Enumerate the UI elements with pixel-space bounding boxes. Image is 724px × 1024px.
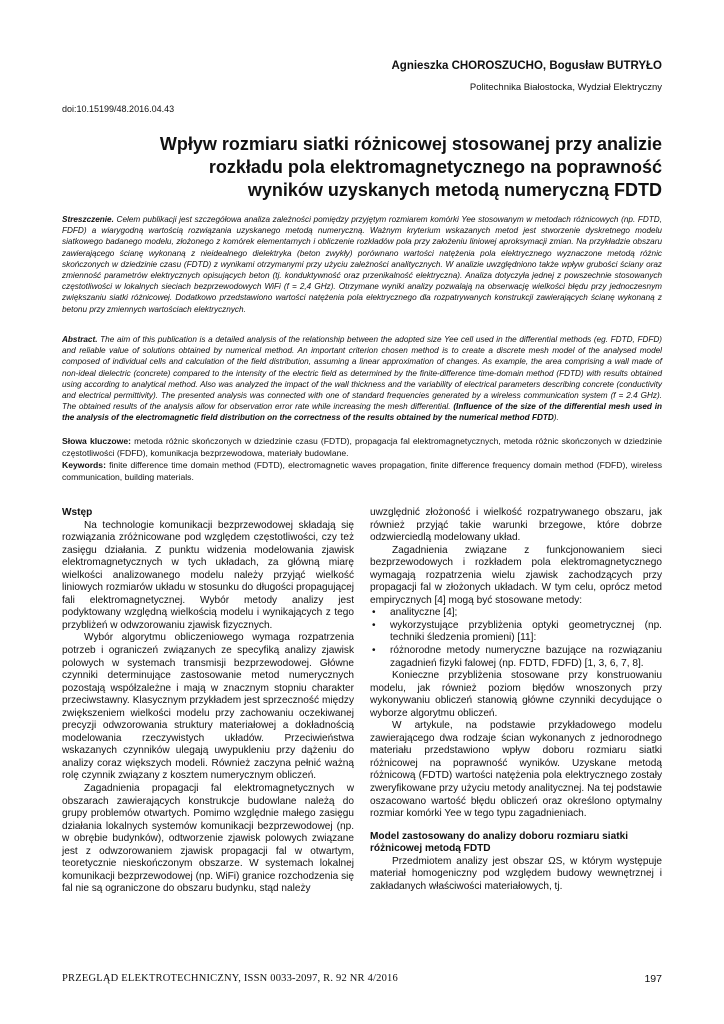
keywords-polish-label: Słowa kluczowe: — [62, 436, 132, 446]
section-heading-model: Model zastosowany do analizy doboru rozmiaru siatki różnicowej metodą FDTD — [370, 830, 628, 855]
keywords-polish-text: metoda różnic skończonych w dziedzinie czasu (FDTD), propagacja fal elektromagnetycznych, metoda różnic skończonych w dziedzinie częstotliwości (FDFD), komunikacja bezprzewodowa, materiały budowlane. — [62, 436, 662, 458]
paragraph: Konieczne przybliżenia stosowane przy konstruowaniu modelu, jak również poziom błędów wnoszonych przy wykonywaniu obliczeń stanowią główne czynniki decydujące o wyborze algorytmu obliczeń. — [370, 670, 662, 719]
abstract-english — [62, 334, 662, 424]
abstract-polish-label: Streszczenie. — [62, 215, 114, 224]
paragraph: Zagadnienia związane z funkcjonowaniem sieci bezprzewodowych i rozkładem pola elektromagnetycznego wymagają rozpatrzenia wielu zjawisk zachodzących przy propagacji fal w złożonych układach. W tym celu, oprócz metod empirycznych [4] mogą być stosowane metody: — [370, 544, 662, 606]
abstract-english-label: Abstract. — [62, 335, 98, 344]
keywords-english — [62, 460, 662, 483]
doi: doi:10.15199/48.2016.04.43 — [62, 104, 175, 114]
page-number: 197 — [644, 973, 662, 985]
paragraph: Przedmiotem analizy jest obszar ΩS, w którym występuje materiał homogeniczny pod względem budowy wewnętrznej i zakładanych właściwości materiałowych, tj. — [370, 855, 662, 892]
abstract-polish-text: Celem publikacji jest szczegółowa analiza zależności pomiędzy przyjętym rozmiarem komórki Yee stosowanym w metodach różnicowych (np. FDTD, FDFD) a wiarygodną wartością rozwiązania uzyskanego metodą numeryczną. Ważnym kryterium wskazanych metod jest stworzenie dyskretnego modelu siatkowego badanego modelu, złożonego z komórek elementarnych i obliczenie rozkładów pola przy założeniu liniowej aproksymacji zmian. Na przykładzie obszaru zawierającego ścianę wykonaną z nieidealnego dielektryka (beton zwykły) porównano wartości natężenia pola elektrycznego wyznaczone metodą różnic skończonych w dziedzinie czasu (FDTD) z wynikami otrzymanymi przy użyciu zależności analitycznych. W analizie uwzględniono także wpływ grubości ściany oraz zmienność parametrów elektrycznych opisujących beton (tj. konduktywność oraz przenikalność elektryczna). Analiza dotyczyła jednej z powszechnie stosowanych częstotliwości w lokalnych sieciach bezprzewodowych WiFi (f = 2,4 GHz). Otrzymane wyniki analizy pozwalają na obserwację wielkości błędu przy jednoczesnym zwiększaniu siatki różnicowej. Dodatkowo przedstawiono wartości natężenia pola elektrycznego dla rozpatrywanych konstrukcji zawierających ścianę wykonaną z betonu przy zmiennych wartościach elektrycznych. — [62, 215, 662, 314]
paragraph: Zagadnienia propagacji fal elektromagnetycznych w obszarach zawierających konstrukcje budowlane należą do grupy problemów otwartych. Pomimo względnie małego zasięgu działania lokalnych systemów komunikacji bezprzewodowej (np. w obrębie budynków), odtworzenie zjawisk polowych związane jest z odwzorowaniem zjawisk propagacji fal w otwartym, teoretycznie nieskończonym obszarze. W systemach lokalnej komunikacji bezprzewodowej (np. WiFi) granice rozchodzenia się fal nie są ograniczone do obszaru budynku, stąd należy — [62, 783, 354, 895]
title-line-2: rozkładu pola elektromagnetycznego na poprawność — [208, 157, 662, 177]
list-item: • analityczne [4]; — [372, 607, 458, 619]
method-list — [370, 607, 662, 670]
paragraph: uwzględnić złożoność i wielkość rozpatrywanego obszaru, jak również przyjąć takie warunki brzegowe, które dobrze odzwierciedlą modelowany układ. — [370, 507, 662, 544]
keywords-polish — [62, 436, 662, 459]
section-heading-intro: Wstęp — [62, 507, 93, 518]
journal-footer: PRZEGLĄD ELEKTROTECHNICZNY, ISSN 0033-2097, R. 92 NR 4/2016 — [62, 973, 398, 984]
affiliation: Politechnika Białostocka, Wydział Elektryczny — [469, 82, 662, 93]
list-item: • wykorzystujące przybliżenia optyki geometrycznej (np. techniki śledzenia promieni) [11]: — [372, 619, 662, 644]
paper-title — [102, 133, 662, 202]
paragraph: Na technologie komunikacji bezprzewodowej składają się rozwiązania zróżnicowane pod względem częstotliwości, czy też zasięgu działania. Z punktu widzenia modelowania zjawisk elektromagnetycznych w tych układach, za główną miarę wielkości analizowanego modelu należy przyjąć wielkość liniowych rozmiarów układu w stosunku do długości propagującej fali elektromagnetycznej. Wybór metody analizy jest podyktowany względną wielkością modelu i wynikających z tego przybliżeń w odwzorowaniu zjawisk fizycznych. — [62, 519, 354, 631]
abstract-polish — [62, 214, 662, 315]
paragraph: W artykule, na podstawie przykładowego modelu zawierającego dwa rodzaje ścian wykonanych z jednorodnego materiału przedstawiono wpływ doboru rozmiaru siatki różnicowej na poprawność wyników. Uzyskane metodą różnicową (FDTD) wartości natężenia pola elektrycznego zostały zweryfikowane przy użyciu metody analitycznej. Na tej podstawie oszacowano wartość błędu obliczeń oraz określono optymalny rozmiar komórki Yee w tego typu zagadnieniach. — [370, 720, 662, 820]
authors: Agnieszka CHOROSZUCHO, Bogusław BUTRYŁO — [391, 60, 662, 72]
left-column — [62, 507, 354, 896]
bullet-icon: • — [372, 607, 376, 619]
keywords-english-label: Keywords: — [62, 460, 106, 470]
title-line-3: wyników uzyskanych metodą numeryczną FDTD — [247, 180, 662, 200]
paragraph: Wybór algorytmu obliczeniowego wymaga rozpatrzenia potrzeb i ograniczeń związanych ze specyfiką analizy zjawisk polowych w systemach transmisji bezprzewodowej. Główne czynniki determinujące zastosowanie metod numerycznych pozostają współzależne i mają w znacznym stopniu charakter przeciwstawny. Klasycznym przykładem jest sprzeczność między zwiększeniem wielkości modelu przy zachowaniu oczekiwanej precyzji odwzorowania struktury materiałowej a dokładnością modelowania rzeczywistych układów. Przeciwieństwa wskazanych czynników ulegają uwypukleniu przy dążeniu do analizy coraz większych modeli. Również zaczyna pełnić ważną rolę czynnik związany z kosztem numerycznym obliczeń. — [62, 632, 354, 782]
list-item: • różnorodne metody numeryczne bazujące na rozwiązaniu zagadnień fizyki falowej (np. FDTD, FDFD) [1, 3, 6, 7, 8]. — [372, 645, 662, 669]
abstract-english-text: The aim of this publication is a detailed analysis of the relationship between the adopted size Yee cell used in the differential methods (eg. FDTD, FDFD) and reliable value of solutions obtained by numerical method. An important criterion chosen method is to create a discrete mesh model of the analysed model composed of individual cells and calculation of the field distribution, assuming a linear approximation of changes. As example, the area comprising a wall made of non-ideal dielectric (concrete) compared to the intensity of the electric field as determined by the finite-difference time-domain method (FDTD) with results obtained using according to analytical method. Also was analyzed the impact of the wall thickness and the variability of electrical parameters describing concrete (conductivity and electrical permittivity). The presented analysis was connected with one of standard frequencies generated by a wireless communication system (f = 2.4 GHz). The obtained results of the analysis allow for observation error rate while increasing the mesh differential. — [62, 335, 662, 412]
title-line-1: Wpływ rozmiaru siatki różnicowej stosowanej przy analizie — [159, 134, 662, 154]
abstract-english-title: (Influence of the size of the differential mesh used in the analysis of the electromagnetic field distribution on the correctness of the results obtained by the numerical method FDTD — [62, 402, 662, 423]
abstract-english-end: ). — [553, 413, 559, 423]
right-column — [370, 507, 662, 893]
bullet-icon: • — [372, 619, 376, 631]
keywords-english-text: finite difference time domain method (FDTD), electromagnetic waves propagation, finite difference frequency domain method (FDFD), wireless communication, building materials. — [62, 460, 662, 482]
bullet-icon: • — [372, 645, 376, 657]
